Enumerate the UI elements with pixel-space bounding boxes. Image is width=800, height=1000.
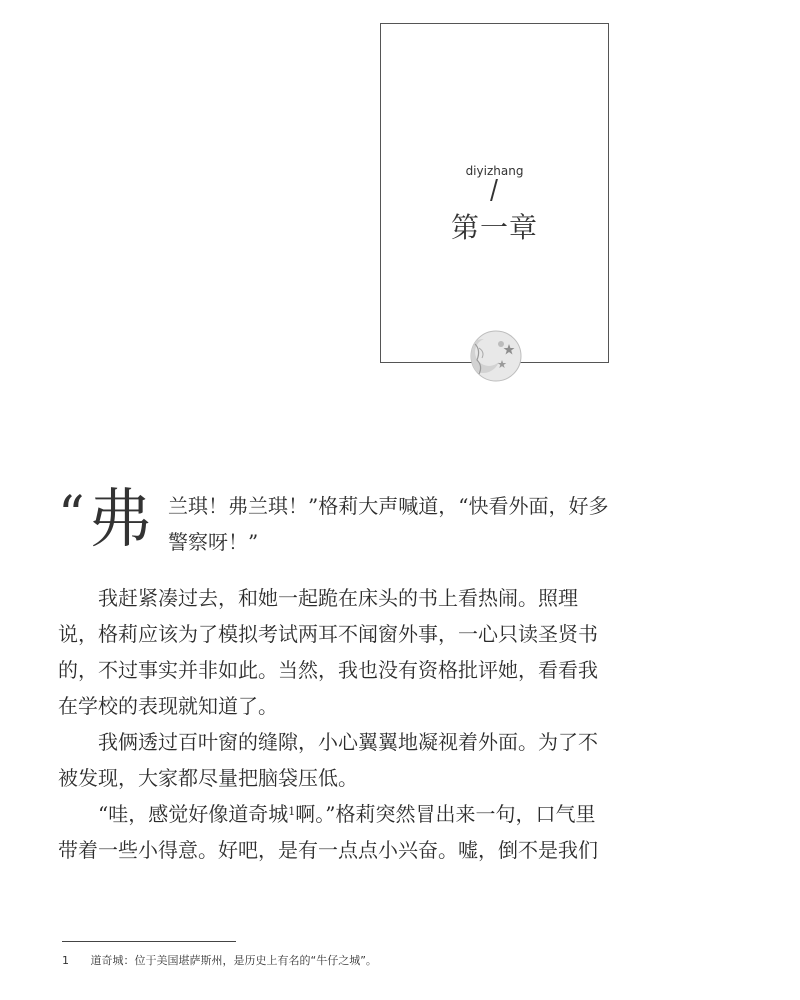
slash-divider xyxy=(490,179,498,201)
text-line: 我俩透过百叶窗的缝隙，小心翼翼地凝视着外面。为了不 xyxy=(98,730,598,754)
text-line: 带着一些小得意。好吧，是有一点点小兴奋。嘘，倒不是我们 xyxy=(58,838,598,862)
text-line: 我赶紧凑过去，和她一起跪在床头的书上看热闹。照理 xyxy=(98,586,578,610)
text-line xyxy=(58,796,668,832)
text-line: 说，格莉应该为了模拟考试两耳不闻窗外事，一心只读圣贤书 xyxy=(58,622,598,646)
text-line: 兰琪！弗兰琪！”格莉大声喊道，“快看外面，好多 xyxy=(168,494,609,518)
drop-cap: 弗 xyxy=(88,483,152,557)
chapter-pinyin: diyizhang xyxy=(465,164,524,178)
text-line: 警察呀！” xyxy=(168,530,259,554)
moon-stars-seal-icon xyxy=(465,330,527,382)
footnote-number: 1 xyxy=(62,954,69,967)
text-line: 在学校的表现就知道了。 xyxy=(58,694,278,718)
footnote-divider xyxy=(62,941,236,942)
text-line: 的，不过事实并非如此。当然，我也没有资格批评她，看看我 xyxy=(58,658,598,682)
text-span: 啊。”格莉突然冒出来一句，口气里 xyxy=(295,802,596,826)
chapter-title-frame xyxy=(380,23,609,363)
text-span: “哇，感觉好像道奇城 xyxy=(98,802,289,826)
footnote-text: 道奇城：位于美国堪萨斯州，是历史上有名的“牛仔之城”。 xyxy=(90,954,377,967)
opening-paragraph xyxy=(58,483,668,568)
footnote xyxy=(62,952,377,968)
open-quote-mark: “ xyxy=(58,486,85,546)
chapter-title: 第一章 xyxy=(450,211,538,244)
chapter-body xyxy=(58,483,668,868)
text-line: 被发现，大家都尽量把脑袋压低。 xyxy=(58,766,358,790)
footnote-reference[interactable]: 1 xyxy=(288,805,296,818)
